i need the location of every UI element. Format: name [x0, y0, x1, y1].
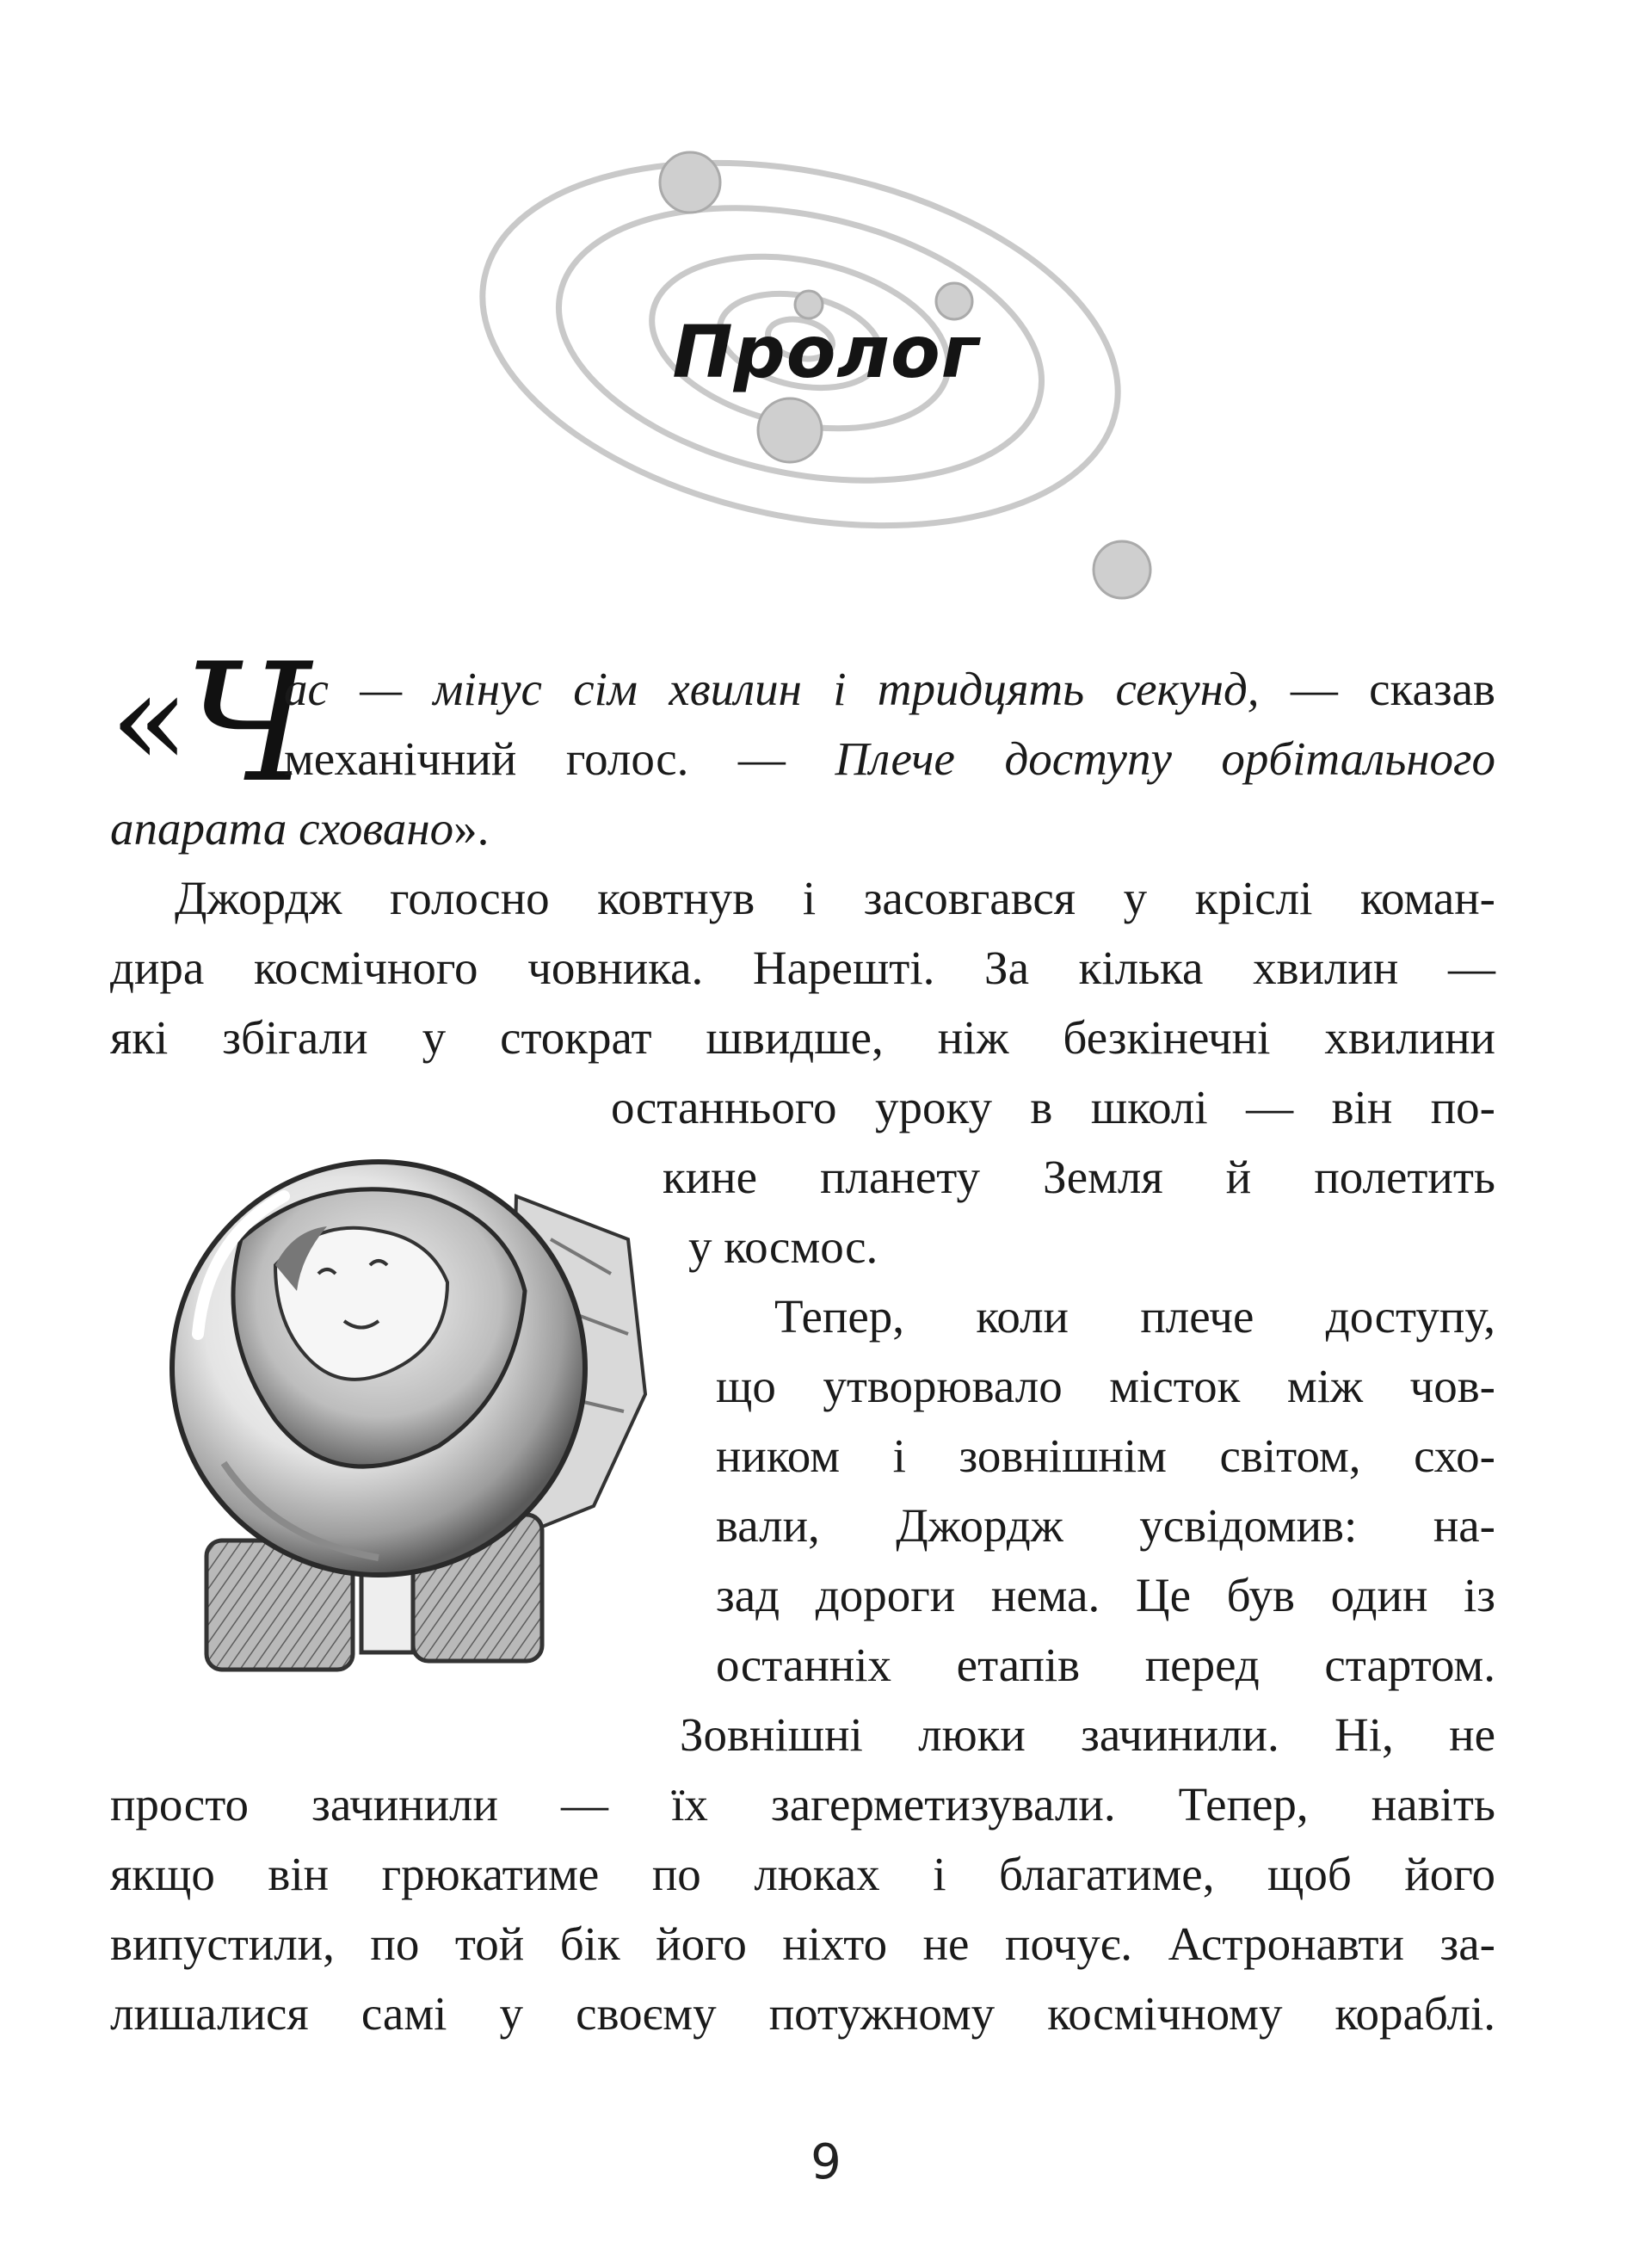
paragraph-3-wrapped — [716, 1421, 1495, 1491]
drop-cap-letter: Ч — [183, 628, 311, 818]
text-line: апарата сховано». — [110, 802, 490, 855]
planet-1 — [660, 152, 720, 213]
paragraph-2-full-width — [110, 863, 1495, 1072]
planet-4 — [758, 398, 822, 462]
paragraph-3-wrapped — [716, 1351, 1495, 1421]
text-line: у космос. — [688, 1220, 878, 1273]
paragraph-2-wrapped — [663, 1142, 1495, 1212]
paragraph-3-wrapped — [716, 1630, 1495, 1700]
planet-5 — [1094, 541, 1150, 598]
text-line: Джордж голосно ковтнув і засовгався у кріслі коман- — [175, 872, 1495, 924]
text-line: якщо він грюкатиме по люках і благатиме, щоб його — [110, 1848, 1495, 1900]
text-line: вали, Джордж усвідомив: на- — [716, 1499, 1495, 1552]
text-line: Зовнішні люки зачинили. Ні, не — [680, 1708, 1495, 1761]
paragraph-3-wrapped — [680, 1700, 1495, 1769]
astronaut-helmet-illustration — [146, 1136, 697, 1687]
text-line: ником і зовнішнім світом, схо- — [716, 1429, 1495, 1482]
text-line: зад дороги нема. Це був один із — [716, 1569, 1495, 1621]
drop-cap-quote: « — [110, 645, 189, 795]
paragraph-1-line-3 — [110, 793, 1495, 863]
text-line: дира космічного човника. Нарешті. За кілька хвилин — — [110, 942, 1495, 994]
text-line: останнього уроку в школі — він по- — [611, 1081, 1495, 1133]
paragraph-2-wrapped — [688, 1212, 1495, 1281]
text-line: ас — мінус сім хвилин і тридцять секунд, — сказав — [284, 663, 1495, 715]
paragraph-3-wrapped — [716, 1560, 1495, 1630]
text-line: механічний голос. — Плече доступу орбітального — [284, 732, 1496, 785]
text-line: просто зачинили — їх загерметизували. Тепер, навіть — [110, 1778, 1495, 1831]
text-line: випустили, по той бік його ніхто не почує. Астронавти за- — [110, 1917, 1495, 1970]
page-number: 9 — [811, 2134, 841, 2190]
text-line: кине планету Земля й полетить — [663, 1151, 1495, 1203]
text-line: Тепер, коли плече доступу, — [774, 1290, 1495, 1343]
text-line: які збігали у стократ швидше, ніж безкінечні хвилини — [110, 1011, 1495, 1064]
drop-cap — [110, 628, 311, 818]
text-line: лишалися самі у своєму потужному космічному кораблі. — [110, 1987, 1495, 2040]
text-line: останніх етапів перед стартом. — [716, 1639, 1495, 1691]
text-line: що утворювало місток між чов- — [716, 1360, 1495, 1412]
chapter-title: Пролог — [672, 310, 980, 394]
paragraph-3-full-width — [110, 1769, 1495, 2048]
paragraph-1-lines-1-2 — [284, 654, 1495, 793]
paragraph-3-wrapped — [710, 1281, 1495, 1351]
paragraph-3-wrapped — [716, 1491, 1495, 1560]
paragraph-2-wrapped — [611, 1072, 1495, 1142]
